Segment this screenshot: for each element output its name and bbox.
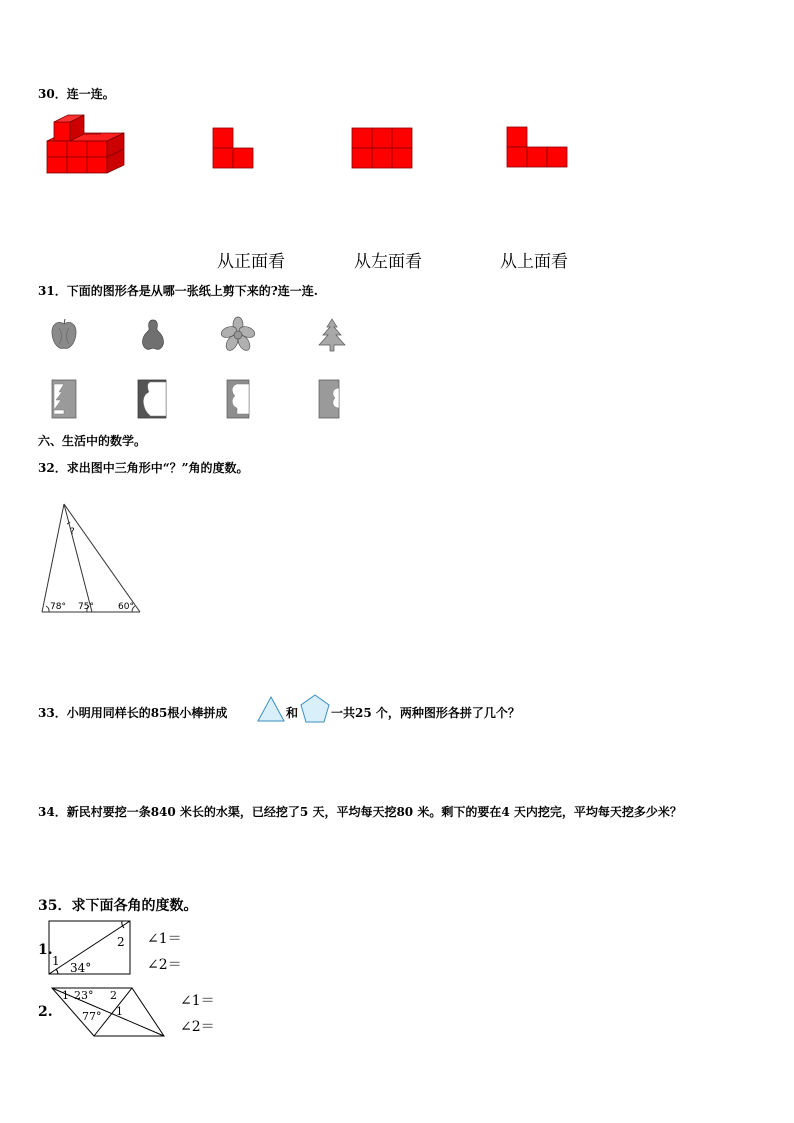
fig1-mark-34: 34°	[70, 961, 92, 975]
q34-label: 34．新民村要挖一条840 米长的水渠，已经挖了5 天，平均每天挖80 米。剩下的要在4 天内挖完，平均每天挖多少米？	[38, 805, 682, 819]
paper-with-flower-hole-icon	[317, 378, 345, 420]
q35-fig1-number: 1.	[38, 942, 53, 958]
fig2-mark-77: 77°	[82, 1010, 102, 1023]
tree-cutout-icon	[317, 318, 347, 352]
q32-triangle-figure	[40, 502, 144, 614]
fig1-mark-1: 1	[52, 954, 60, 968]
q33-text-part2: 和	[286, 706, 299, 720]
q35-fig2-number: 2.	[38, 1004, 53, 1020]
gourd-cutout-icon	[139, 318, 167, 354]
q30-view-shape-l	[213, 128, 255, 170]
view-label-top: 从上面看	[500, 252, 568, 272]
q35-fig2-parallelogram-figure	[50, 986, 166, 1038]
fig2-mark-23: 23°	[74, 989, 94, 1002]
flower-cutout-icon	[222, 317, 254, 351]
angle-60: 60°	[118, 602, 134, 612]
q30-label: 30．连一连。	[38, 87, 115, 101]
apple-cutout-icon	[50, 318, 78, 352]
q33-text-part1: 33．小明用同样长的85根小棒拼成	[38, 706, 228, 720]
fig2-answer-angle1: ∠1＝	[180, 993, 215, 1009]
q31-label: 31．下面的图形各是从哪一张纸上剪下来的?连一连.	[38, 284, 318, 298]
q35-fig1-rectangle-figure	[48, 920, 132, 976]
section-6-title: 六、生活中的数学。	[38, 434, 147, 448]
triangle-shape-icon	[256, 695, 286, 723]
angle-75: 75°	[78, 602, 94, 612]
q32-label: 32．求出图中三角形中“？”角的度数。	[38, 461, 249, 475]
q30-view-shape-long-l	[507, 127, 569, 169]
fig2-mark-2: 2	[110, 989, 117, 1002]
fig2-mark-1-top: 1	[62, 989, 69, 1002]
paper-with-tree-hole-icon	[50, 378, 78, 420]
fig2-mark-1-mid: 1	[116, 1005, 123, 1018]
pentagon-shape-icon	[299, 694, 331, 724]
paper-with-apple-hole-icon	[225, 378, 251, 420]
fig1-answer-angle2: ∠2＝	[147, 957, 182, 973]
angle-unknown: ?	[70, 527, 75, 537]
fig2-answer-angle2: ∠2＝	[180, 1019, 215, 1035]
angle-78: 78°	[50, 602, 66, 612]
fig1-answer-angle1: ∠1＝	[147, 931, 182, 947]
view-label-front: 从正面看	[217, 252, 285, 272]
view-label-left: 从左面看	[354, 252, 422, 272]
q33-text-part3: 一共25 个，两种图形各拼了几个？	[331, 706, 520, 720]
fig1-mark-2: 2	[117, 935, 125, 949]
q30-view-shape-rect	[352, 128, 414, 170]
q35-label: 35．求下面各角的度数。	[38, 898, 198, 914]
paper-with-gourd-hole-icon	[136, 378, 168, 420]
q30-3d-block-figure	[44, 115, 128, 177]
